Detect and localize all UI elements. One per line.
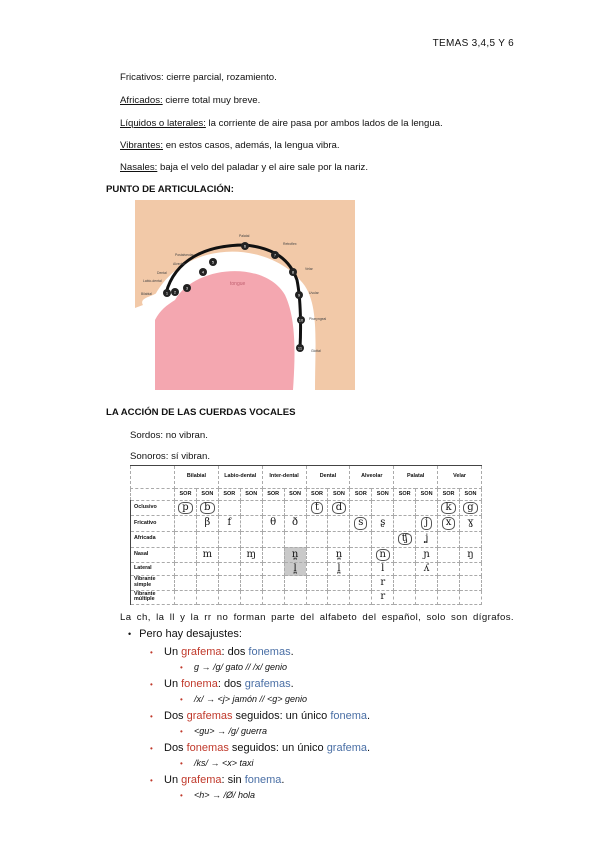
phoneme-symbol: ʂ xyxy=(380,517,386,529)
text-b: fonemas xyxy=(186,742,229,754)
table-cell xyxy=(459,576,481,590)
table-cell xyxy=(262,590,284,604)
table-cell xyxy=(262,563,284,576)
text-c: : sin xyxy=(221,774,245,786)
text-a: Dos xyxy=(164,710,187,722)
articulation-diagram xyxy=(135,200,355,390)
point-7-num: 7 xyxy=(273,252,277,258)
son-label: SON xyxy=(240,489,262,501)
table-cell xyxy=(459,500,481,516)
table-cell xyxy=(175,576,197,590)
col-alveolar: Alveolar xyxy=(350,466,394,489)
table-cell xyxy=(350,563,372,576)
table-cell xyxy=(372,531,394,547)
text-e: . xyxy=(281,774,285,786)
point-10-num: 10 xyxy=(298,317,304,323)
table-cell xyxy=(240,576,262,590)
title-text: Pero hay desajustes: xyxy=(139,628,242,640)
point-6-num: 6 xyxy=(243,243,247,249)
sor-label: SOR xyxy=(175,489,197,501)
table-cell xyxy=(196,500,218,516)
corner-cell xyxy=(131,466,175,489)
table-cell xyxy=(372,590,394,604)
table-cell xyxy=(240,531,262,547)
phoneme-symbol: ɱ xyxy=(246,548,256,560)
table-cell xyxy=(284,590,306,604)
bullet-icon: • xyxy=(180,663,183,672)
label-palatal: Palatal xyxy=(239,234,250,238)
row-label: Nasal xyxy=(131,547,175,563)
sonoros-line: Sonoros: sí vibran. xyxy=(130,451,210,462)
point-4-num: 4 xyxy=(201,269,205,275)
table-cell xyxy=(262,576,284,590)
table-cell xyxy=(350,576,372,590)
sor-label: SOR xyxy=(262,489,284,501)
table-row xyxy=(131,590,482,604)
bullet-icon: • xyxy=(180,727,183,736)
son-label: SON xyxy=(284,489,306,501)
son-label: SON xyxy=(416,489,438,501)
table-cell xyxy=(175,531,197,547)
table-cell xyxy=(416,516,438,532)
table-cell xyxy=(240,547,262,563)
text-e: . xyxy=(367,742,371,754)
table-cell xyxy=(218,500,240,516)
table-cell xyxy=(328,563,350,576)
bullet-icon: • xyxy=(150,776,153,785)
table-cell xyxy=(350,590,372,604)
table-row xyxy=(131,531,482,547)
text-e: . xyxy=(367,710,371,722)
table-cell xyxy=(306,500,328,516)
table-row xyxy=(131,563,482,576)
page-header: TEMAS 3,4,5 Y 6 xyxy=(432,38,514,49)
table-cell xyxy=(328,531,350,547)
phoneme-symbol: l̪ xyxy=(337,563,341,575)
table-cell xyxy=(240,500,262,516)
table-cell xyxy=(218,547,240,563)
table-cell xyxy=(284,547,306,563)
phoneme-symbol: ɣ xyxy=(467,517,474,529)
phoneme-symbol: p xyxy=(178,502,192,515)
phoneme-symbol: r xyxy=(380,591,386,603)
label-uvular: Uvular xyxy=(309,291,319,295)
voicing-row xyxy=(131,489,482,501)
phoneme-symbol: l̪ xyxy=(293,563,297,575)
table-cell xyxy=(306,576,328,590)
table-cell xyxy=(394,531,416,547)
term: Nasales: xyxy=(120,162,158,173)
desajustes-list xyxy=(128,646,370,800)
table-cell xyxy=(218,576,240,590)
table-cell xyxy=(328,576,350,590)
sor-label: SOR xyxy=(350,489,372,501)
row-label: Fricativo xyxy=(131,516,175,532)
row-label: Oclusivo xyxy=(131,500,175,516)
table-cell xyxy=(240,563,262,576)
table-cell xyxy=(328,516,350,532)
table-cell xyxy=(372,500,394,516)
row-label: Africada xyxy=(131,531,175,547)
table-cell xyxy=(196,547,218,563)
table-row xyxy=(131,576,482,590)
table-cell xyxy=(218,516,240,532)
cuerdas-heading: LA ACCIÓN DE LAS CUERDAS VOCALES xyxy=(106,407,296,418)
desajuste-example xyxy=(180,726,370,736)
modo-fricativos xyxy=(120,72,277,83)
phoneme-symbol: g xyxy=(463,502,477,515)
text-d: grafema xyxy=(326,742,368,754)
col-labiodental: Labio-dental xyxy=(218,466,262,489)
desc: cierre total muy breve. xyxy=(162,95,261,106)
text-b: fonema xyxy=(181,678,218,690)
example-text: <h> → /Ø/ hola xyxy=(194,790,256,800)
text-c: seguidos: un único xyxy=(228,742,327,754)
table-cell xyxy=(459,547,481,563)
col-palatal: Palatal xyxy=(394,466,438,489)
table-cell xyxy=(306,590,328,604)
son-label: SON xyxy=(196,489,218,501)
table-cell xyxy=(306,531,328,547)
table-row xyxy=(131,516,482,532)
point-5-num: 5 xyxy=(211,259,215,265)
table-cell xyxy=(394,576,416,590)
phoneme-symbol: θ xyxy=(270,517,277,529)
table-cell xyxy=(196,563,218,576)
label-retroflex: Retroflex xyxy=(283,242,297,246)
modo-nasales xyxy=(120,162,368,173)
text-d: grafemas xyxy=(244,678,291,690)
point-3-num: 3 xyxy=(185,285,189,291)
term: Vibrantes: xyxy=(120,140,164,151)
example-text: /ks/ → <x> taxi xyxy=(194,758,254,768)
row-label: Lateral xyxy=(131,563,175,576)
phoneme-symbol: n xyxy=(376,549,390,562)
table-cell xyxy=(438,563,460,576)
table-cell xyxy=(416,590,438,604)
col-bilabial: Bilabial xyxy=(175,466,219,489)
label-velar: Velar xyxy=(305,267,313,271)
text-a: Un xyxy=(164,646,182,658)
table-cell xyxy=(262,500,284,516)
point-1-num: 1 xyxy=(165,290,169,296)
table-cell xyxy=(438,547,460,563)
modo-vibrantes xyxy=(120,140,340,151)
text-c: : dos xyxy=(217,678,245,690)
table-cell xyxy=(218,590,240,604)
col-interdental: Inter-dental xyxy=(262,466,306,489)
term: Líquidos o laterales: xyxy=(120,118,206,129)
row-label: Vibrante simple xyxy=(131,576,175,590)
text-d: fonema xyxy=(330,710,368,722)
example-text: /x/ → <j> jamón // <g> genio xyxy=(194,694,308,704)
table-cell xyxy=(438,576,460,590)
table-cell xyxy=(306,516,328,532)
desajustes-section xyxy=(128,628,370,800)
table-cell xyxy=(416,500,438,516)
text-d: fonemas xyxy=(248,646,291,658)
table-cell xyxy=(372,576,394,590)
table-cell xyxy=(240,516,262,532)
bullet-icon: • xyxy=(180,759,183,768)
table-cell xyxy=(284,531,306,547)
table-cell xyxy=(438,516,460,532)
desajustes-title xyxy=(128,628,370,640)
table-cell xyxy=(416,563,438,576)
table-cell xyxy=(372,516,394,532)
desc: cierre parcial, rozamiento. xyxy=(163,72,277,83)
point-8-num: 8 xyxy=(291,269,295,275)
desajuste-example xyxy=(180,694,370,704)
phoneme-symbol: l xyxy=(381,563,385,575)
table-cell xyxy=(284,516,306,532)
table-cell xyxy=(350,516,372,532)
table-cell xyxy=(240,590,262,604)
punto-heading: PUNTO DE ARTICULACIÓN: xyxy=(106,184,234,195)
row-label: Vibrante múltiple xyxy=(131,590,175,604)
table-cell xyxy=(175,516,197,532)
table-cell xyxy=(218,531,240,547)
sor-label: SOR xyxy=(218,489,240,501)
text-e: . xyxy=(290,646,294,658)
table-cell xyxy=(350,531,372,547)
table-cell xyxy=(328,500,350,516)
bullet-icon: • xyxy=(150,680,153,689)
bullet-icon: • xyxy=(180,791,183,800)
table-cell xyxy=(306,547,328,563)
table-cell xyxy=(372,563,394,576)
table-cell xyxy=(284,563,306,576)
label-pharyngeal: Pharyngeal xyxy=(309,317,327,321)
table-cell xyxy=(394,590,416,604)
point-9-num: 9 xyxy=(297,292,301,298)
table-cell xyxy=(394,547,416,563)
phoneme-symbol: ð xyxy=(292,517,299,529)
desc: en estos casos, además, la lengua vibra. xyxy=(163,140,340,151)
table-cell xyxy=(284,500,306,516)
table-cell xyxy=(459,563,481,576)
label-bilabial: Bilabial xyxy=(141,292,152,296)
text-e: . xyxy=(290,678,294,690)
phoneme-symbol: f xyxy=(227,517,232,529)
label-glottal: Glottal xyxy=(311,349,321,353)
modo-liquidos xyxy=(120,118,443,129)
point-11-num: 11 xyxy=(297,345,303,351)
phoneme-symbol: ŋ xyxy=(467,548,474,560)
table-row xyxy=(131,500,482,516)
label-dental: Dental xyxy=(157,271,167,275)
phoneme-symbol: m xyxy=(202,548,213,560)
table-cell xyxy=(416,547,438,563)
phoneme-symbol: ʝ xyxy=(424,532,429,544)
table-cell xyxy=(416,576,438,590)
table-cell xyxy=(284,576,306,590)
text-d: fonema xyxy=(244,774,282,786)
desc: la corriente de aire pasa por ambos lados de la lengua. xyxy=(205,118,443,129)
text-c: : dos xyxy=(221,646,249,658)
example-text: g → /g/ gato // /x/ genio xyxy=(194,662,288,672)
sor-label: SOR xyxy=(306,489,328,501)
phoneme-symbol: ɲ xyxy=(423,548,430,560)
text-c: seguidos: un único xyxy=(232,710,331,722)
table-cell xyxy=(262,516,284,532)
phoneme-symbol: t xyxy=(311,502,323,515)
phoneme-symbol: x xyxy=(442,517,456,530)
table-cell xyxy=(306,563,328,576)
text-a: Un xyxy=(164,774,182,786)
table-cell xyxy=(196,590,218,604)
desajuste-example xyxy=(180,758,370,768)
table-cell xyxy=(372,547,394,563)
label-labiodental: Labio-dental xyxy=(143,279,162,283)
table-cell xyxy=(438,500,460,516)
phoneme-symbol: j xyxy=(421,517,432,530)
son-label: SON xyxy=(372,489,394,501)
table-cell xyxy=(438,531,460,547)
text-b: grafema xyxy=(181,646,222,658)
phoneme-symbol: β xyxy=(204,517,211,529)
table-cell xyxy=(196,531,218,547)
term: Fricativos: xyxy=(120,72,164,83)
bullet-icon: • xyxy=(128,629,132,639)
phoneme-symbol: ʎ xyxy=(423,563,430,575)
table-cell xyxy=(175,590,197,604)
col-velar: Velar xyxy=(438,466,482,489)
table-body xyxy=(131,500,482,604)
tongue-label: tongue xyxy=(230,281,246,287)
digrafos-paragraph: La ch, la ll y la rr no forman parte del alfabeto del español, solo son dígrafos. xyxy=(120,612,514,623)
table-cell xyxy=(350,500,372,516)
text-a: Dos xyxy=(164,742,187,754)
sor-label: SOR xyxy=(394,489,416,501)
desajuste-example xyxy=(180,662,370,672)
desajuste-item xyxy=(150,678,370,690)
table-cell xyxy=(328,590,350,604)
table-cell xyxy=(196,576,218,590)
bullet-icon: • xyxy=(150,712,153,721)
desajuste-example xyxy=(180,790,370,800)
desajuste-item xyxy=(150,710,370,722)
phoneme-symbol: n̪ xyxy=(291,548,299,560)
desajuste-item xyxy=(150,742,370,754)
point-2-num: 2 xyxy=(173,289,177,295)
table-cell xyxy=(328,547,350,563)
table-cell xyxy=(175,547,197,563)
table-cell xyxy=(459,531,481,547)
table-cell xyxy=(175,500,197,516)
desajuste-item xyxy=(150,646,370,658)
term: Africados: xyxy=(120,95,163,106)
phoneme-symbol: d xyxy=(332,502,346,515)
table-cell xyxy=(394,516,416,532)
table-cell xyxy=(196,516,218,532)
phoneme-symbol: b xyxy=(200,502,214,515)
son-label: SON xyxy=(328,489,350,501)
phoneme-symbol: n̪ xyxy=(335,548,343,560)
text-b: grafema xyxy=(181,774,222,786)
sor-label: SOR xyxy=(438,489,460,501)
table-cell xyxy=(175,563,197,576)
table-cell xyxy=(459,516,481,532)
desc: baja el velo del paladar y el aire sale por la nariz. xyxy=(157,162,368,173)
example-text: <gu> → /g/ guerra xyxy=(194,726,268,736)
desajuste-item xyxy=(150,774,370,786)
phoneme-symbol: s xyxy=(354,517,367,530)
sordos-line: Sordos: no vibran. xyxy=(130,430,208,441)
label-postalveolar: Postalveolar xyxy=(175,253,194,257)
table-cell xyxy=(262,547,284,563)
phoneme-symbol: r xyxy=(380,576,386,588)
text-a: Un xyxy=(164,678,182,690)
consonant-table xyxy=(130,465,482,605)
label-alveolar: Alveolar xyxy=(173,262,186,266)
table-cell xyxy=(416,531,438,547)
voicing-corner xyxy=(131,489,175,501)
col-dental: Dental xyxy=(306,466,350,489)
bullet-icon: • xyxy=(180,695,183,704)
table-cell xyxy=(394,563,416,576)
table-cell xyxy=(350,547,372,563)
modo-africados xyxy=(120,95,260,106)
table-cell xyxy=(438,590,460,604)
phoneme-symbol: k xyxy=(441,502,455,515)
table-cell xyxy=(262,531,284,547)
text-b: grafemas xyxy=(186,710,233,722)
bullet-icon: • xyxy=(150,744,153,753)
bullet-icon: • xyxy=(150,648,153,657)
phoneme-symbol: ʧ xyxy=(398,533,412,546)
table-cell xyxy=(218,563,240,576)
son-label: SON xyxy=(459,489,481,501)
table-cell xyxy=(459,590,481,604)
table-cell xyxy=(394,500,416,516)
table-row xyxy=(131,547,482,563)
